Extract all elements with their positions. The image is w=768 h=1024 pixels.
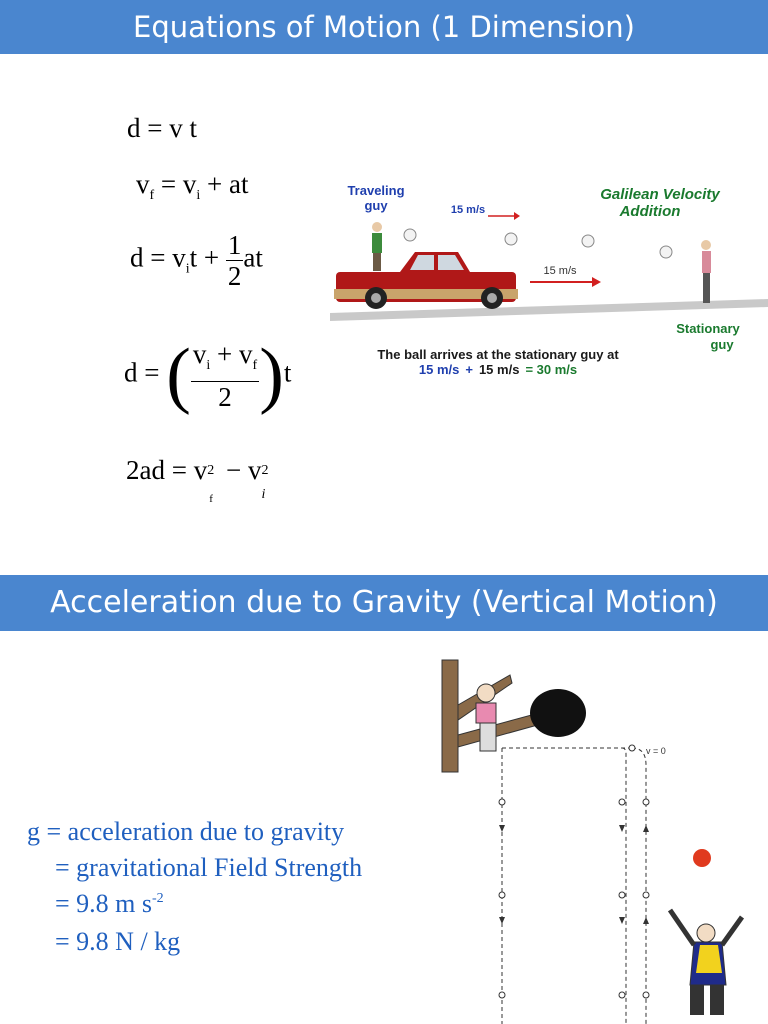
equation-average-velocity <box>124 333 291 418</box>
speed-mid-label: 15 m/s <box>543 265 577 277</box>
eq3-num: 1 <box>227 230 242 260</box>
eq4-den: 2 <box>218 382 232 412</box>
gravity-illustration <box>440 655 768 1024</box>
eq4-fraction <box>191 339 259 412</box>
boy-legs <box>480 723 496 751</box>
traveling-label-2: guy <box>364 198 388 213</box>
eq5-sup-2b: 2 <box>261 463 269 478</box>
caption-line-1: The ball arrives at the stationary guy at <box>377 347 619 362</box>
galilean-title-1: Galilean Velocity <box>600 186 720 203</box>
eq4-num-plus: + v <box>210 339 253 369</box>
baseball-4 <box>660 246 672 258</box>
eq4-left: d = <box>124 357 167 388</box>
gravity-line-4: = 9.8 N / kg <box>55 927 181 956</box>
eq5-sub-f: f <box>209 493 213 505</box>
boy-shirt <box>476 703 496 723</box>
gravity-line-3-text: = 9.8 m s <box>55 889 153 918</box>
baseball-3 <box>582 235 594 247</box>
boy-head <box>477 684 495 702</box>
ground <box>330 299 768 321</box>
eq2-mid: = v <box>154 169 197 199</box>
eq4-sub-i: i <box>206 358 211 373</box>
gravity-line-3-sup: -2 <box>152 891 164 906</box>
section-title-equations: Equations of Motion (1 Dimension) <box>0 0 768 54</box>
eq4-num <box>191 339 259 382</box>
equation-displacement <box>130 230 263 291</box>
gravity-line-3 <box>55 889 164 919</box>
catcher-figure <box>670 910 742 1015</box>
eq3-right: at <box>243 242 263 273</box>
top-ball-marker <box>629 745 635 751</box>
eq2-sub-f: f <box>149 188 155 203</box>
baseball-2 <box>505 233 517 245</box>
left-paren: ( <box>166 334 191 416</box>
v-zero-label: v = 0 <box>646 746 666 756</box>
eq4-num-v: v <box>192 339 207 369</box>
pickup-truck <box>334 252 518 309</box>
stationary-guy-head <box>701 240 711 250</box>
right-paren: ) <box>259 334 284 416</box>
caption-line-2: 15 m/s + 15 m/s = 30 m/s <box>418 362 578 377</box>
eq4-sub-f: f <box>252 358 258 373</box>
eq4-right: t <box>283 357 292 388</box>
galilean-title-2: Addition <box>619 203 681 220</box>
red-ball <box>693 849 711 867</box>
traveling-guy-head <box>372 222 382 232</box>
eq3-fraction <box>226 230 244 291</box>
traveling-guy-body <box>372 233 382 253</box>
eq5-sub-i: i <box>261 487 266 502</box>
traveling-guy-legs <box>373 253 381 271</box>
eq3-left: d = v <box>130 242 186 273</box>
stationary-label-1: Stationary <box>676 321 740 336</box>
eq5-left: 2ad = v <box>126 455 208 485</box>
eq5-sup-2a: 2 <box>207 463 215 478</box>
tree-trunk <box>442 660 458 772</box>
section-title-gravity: Acceleration due to Gravity (Vertical Motion) <box>0 575 768 631</box>
stationary-guy-body <box>702 251 711 273</box>
eq3-mid: t + <box>189 242 226 273</box>
trajectory-paths <box>502 748 646 1024</box>
eq3-den: 2 <box>227 261 242 291</box>
eq1-text: d = v t <box>127 113 197 143</box>
eq2-sub-i: i <box>196 188 201 203</box>
stationary-guy-legs <box>703 273 710 303</box>
equation-velocity-squared <box>126 455 273 505</box>
speed-top-label: 15 m/s <box>450 204 486 216</box>
tree-foliage <box>530 689 586 737</box>
eq2-v: v <box>136 169 150 199</box>
galilean-velocity-illustration <box>330 175 768 385</box>
equation-final-velocity <box>136 169 249 204</box>
baseball-1 <box>404 229 416 241</box>
stationary-label-2: guy <box>710 337 734 352</box>
gravity-line-2: = gravitational Field Strength <box>55 853 363 882</box>
eq3-sub-i: i <box>185 261 190 277</box>
eq5-mid: − v <box>219 455 262 485</box>
traveling-label-1: Traveling <box>347 183 405 198</box>
eq2-right: + at <box>200 169 249 199</box>
speed-top-arrowhead <box>514 212 520 220</box>
equation-distance <box>127 113 197 144</box>
speed-mid-arrowhead <box>592 277 601 287</box>
gravity-line-1: g = acceleration due to gravity <box>27 817 345 846</box>
trajectory-markers <box>499 799 649 998</box>
